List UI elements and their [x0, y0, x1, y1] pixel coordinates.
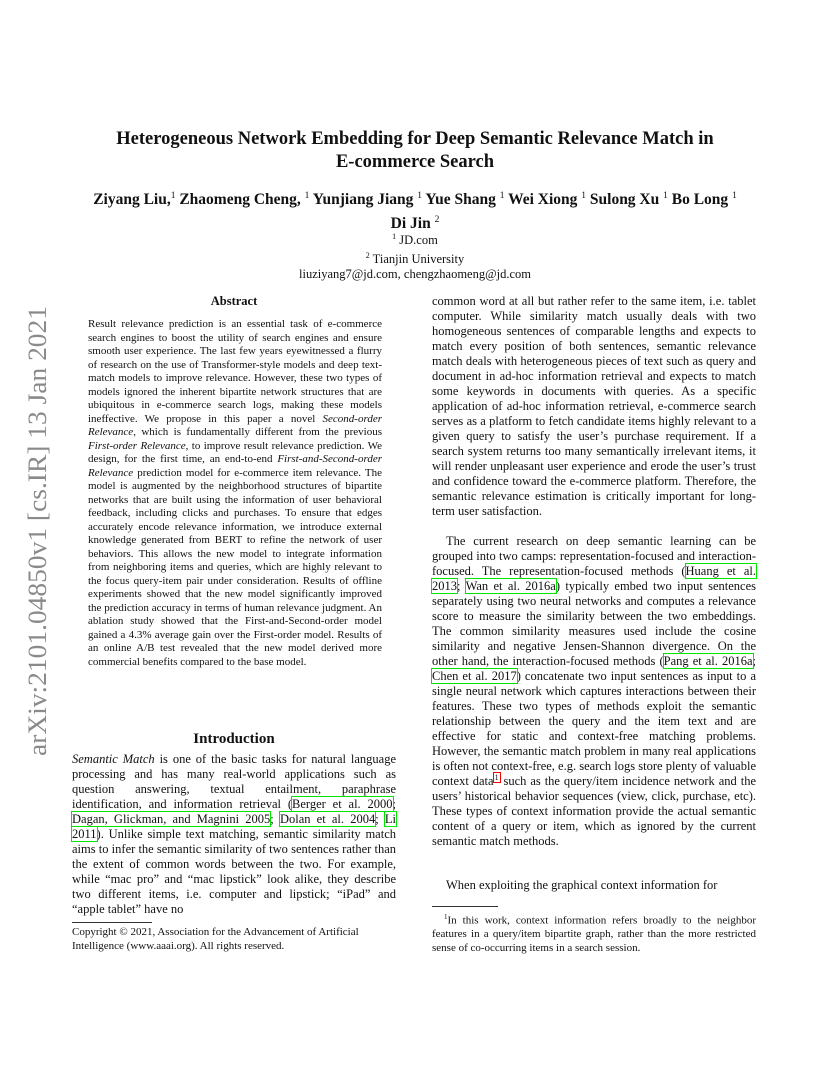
author-name: Bo Long	[671, 191, 729, 209]
author-name: Di Jin	[390, 215, 431, 233]
author-name: Zhaomeng Cheng,	[179, 191, 301, 209]
author-name: Wei Xiong	[508, 191, 578, 209]
author-name: Ziyang Liu,	[93, 191, 171, 209]
footnote-text: In this work, context information refers broadly to the neighbor features in a query/item bipartite graph, rather than the more restricted sense of co-occurring items in a search session.	[432, 914, 756, 954]
citation-link[interactable]: Dolan et al. 2004	[279, 812, 376, 826]
affiliation-line	[72, 229, 758, 248]
arxiv-stamp	[16, 304, 56, 759]
title-line-2: E-commerce Search	[335, 152, 495, 172]
abstract-text: Result relevance prediction is an essential task of e-commerce search engines to boost the utility of search engines and ensure smooth user experience. The last few years eyewitnessed a flurry of research on the use of Transformer-style models and deep text-match models to improve relevance. However, these two types of models ignored the inherent bipartite network structures that are ubiquitous in e-commerce search logs, making these models ineffective. We propose in this paper a novel	[88, 318, 382, 425]
citation-link[interactable]: Dagan, Glickman, and Magnini 2005	[72, 812, 271, 826]
citation-separator: ;	[270, 812, 280, 826]
citation-link[interactable]: Wan et al. 2016a	[465, 579, 556, 593]
author-affil-mark: 1	[417, 191, 422, 201]
author-affil-mark: 1	[499, 191, 505, 201]
author-name: Yunjiang Jiang	[312, 191, 414, 209]
footnote	[432, 911, 756, 955]
intro-text: ). Unlike simple text matching, semantic similarity match aims to infer the semantic similarity of two sentences rather than the extent of common words between the two. For example, while “mac pro” and “mac lipstick” look alike, they describe two different items, i.e. computer and lipstick; “iPad” and “apple tablet” have no	[72, 827, 396, 916]
right-paragraph-1: common word at all but rather refer to the same item, i.e. tablet computer. While similarity match usually deals with two homogeneous sentences of comparable lengths and expects to match every position of both sentences, semantic relevance match deals with heterogeneous pieces of text such as query and document in ad-hoc information retrieval and expects to match some keywords in documents with queries. As a specific application of ad-hoc information retrieval, e-commerce search serves as a platform to fetch candidate items highly relevant to a given query to satisfy the user’s purchase requirement. If a search system returns too many semantically irrelevant items, it will render unpleasant user experience and erode the user’s trust and confidence toward the e-commerce platform. Therefore, the semantic relevance estimation is critically important for long-term user satisfaction.	[432, 294, 756, 518]
abstract-text: prediction model for e-commerce item relevance. The model is augmented by the neighborhood structures of bipartite networks that are built using the information of user behavioral feedback, including clicks and purchases. To ensure that edges accurately encode relevance information, we introduce external knowledge generated from BERT to refine the network of user behaviors. This allows the new model to integrate information from neighboring items and queries, which are highly relevant to the focus query-item pair under consideration. Results of offline experiments showed that the new model significantly improved the prediction accuracy in terms of human relevance judgment. An ablation study showed that the First-and-Second-order model gained a 4.3% average gain over the First-order model. Results of an online A/B test revealed that the new model derived more commercial benefits compared to the base model.	[88, 466, 382, 668]
abstract-heading: Abstract	[210, 294, 258, 308]
copyright-divider	[72, 922, 152, 923]
paper-title	[72, 128, 758, 174]
footnote-mark: 1	[444, 913, 448, 921]
citation-separator: ;	[392, 797, 397, 811]
abstract-emphasis: First-order Relevance	[88, 439, 186, 452]
author-affil-mark: 1	[732, 191, 737, 201]
affiliation-line	[72, 248, 758, 267]
abstract-text: , to improve result relevance prediction. We design, for the first time, an end-to-end	[88, 439, 382, 465]
abstract-emphasis: First-and-Second-order Relevance	[88, 453, 382, 479]
citation-separator: ;	[752, 654, 756, 668]
author-name: Yue Shang	[425, 191, 496, 209]
intro-emphasis: Semantic Match	[72, 752, 155, 766]
title-line-1: Heterogeneous Network Embedding for Deep Semantic Relevance Match in	[116, 129, 714, 149]
author-affil-mark: 1	[663, 191, 668, 201]
citation-separator: ;	[375, 812, 385, 826]
right-paragraph-3: When exploiting the graphical context information for	[446, 878, 718, 892]
citation-link[interactable]: Li 2011	[72, 812, 396, 841]
affiliation-text: Tianjin University	[372, 252, 465, 267]
author-affil-mark: 1	[304, 191, 310, 201]
copyright-notice: Copyright © 2021, Association for the Advancement of Artificial Intelligence (www.aaai.org). All rights reserved.	[72, 926, 359, 952]
citation-separator: ;	[457, 579, 466, 593]
body-text: ) concatenate two input sentences as input to a single neural network which captures interactions between their features. These two types of methods exploit the semantic relationship between the query and the item text and are effective for static and context-free matching problems. However, the semantic match problem in many real applications is often not context-free, e.g. search logs store plenty of valuable context data	[432, 669, 756, 788]
author-affil-mark: 1	[581, 191, 587, 201]
affiliations	[72, 229, 758, 282]
author-affil-mark: 2	[434, 215, 440, 226]
author-affil-mark: 1	[170, 191, 176, 201]
citation-link[interactable]: Huang et al. 2013	[432, 564, 756, 593]
abstract-emphasis: Second-order Relevance	[88, 412, 382, 438]
introduction-body	[72, 752, 396, 917]
abstract-body	[88, 318, 382, 669]
body-text: ) typically embed two input sentences separately using two neural networks and computes a relevance score to measure the similarity between the two embeddings. The common similarity measures used include the cosine similarity and negative Jensen-Shannon divergence. On the other hand, the interaction-focused methods (	[432, 579, 757, 668]
affil-mark: 2	[365, 251, 370, 261]
affil-mark: 1	[392, 232, 397, 241]
footnote-ref-link[interactable]: 1	[494, 772, 499, 782]
author-emails: liuziyang7@jd.com, chengzhaomeng@jd.com	[299, 267, 531, 282]
abstract-text: , which is fundamentally different from the previous	[133, 426, 382, 438]
citation-link[interactable]: Chen et al. 2017	[432, 669, 517, 683]
footnote-divider	[432, 906, 498, 907]
citation-link[interactable]: Berger et al. 2000	[292, 797, 393, 811]
body-text: such as the query/item incidence network and the users’ historical behavior sequences (view, click, purchase, etc). These types of context information provide the actual semantic content of a query or item, which as ignored by the current semantic match methods.	[432, 774, 756, 848]
affiliation-text: JD.com	[399, 233, 438, 248]
author-list	[72, 186, 758, 234]
citation-link[interactable]: Pang et al. 2016a	[663, 654, 753, 668]
right-paragraph-2	[432, 534, 756, 849]
introduction-heading: Introduction	[193, 731, 275, 747]
arxiv-stamp-text: arXiv:2101.04850v1 [cs.IR] 13 Jan 2021	[23, 329, 52, 756]
author-name: Sulong Xu	[589, 191, 660, 209]
intro-text: is one of the basic tasks for natural language processing and has many real-world applications such as question answering, textual entailment, paraphrase identification, and information retrieval (	[72, 752, 396, 811]
body-text: The current research on deep semantic learning can be grouped into two camps: representation-focused and interaction-focused. The representation-focused methods (	[432, 534, 756, 578]
